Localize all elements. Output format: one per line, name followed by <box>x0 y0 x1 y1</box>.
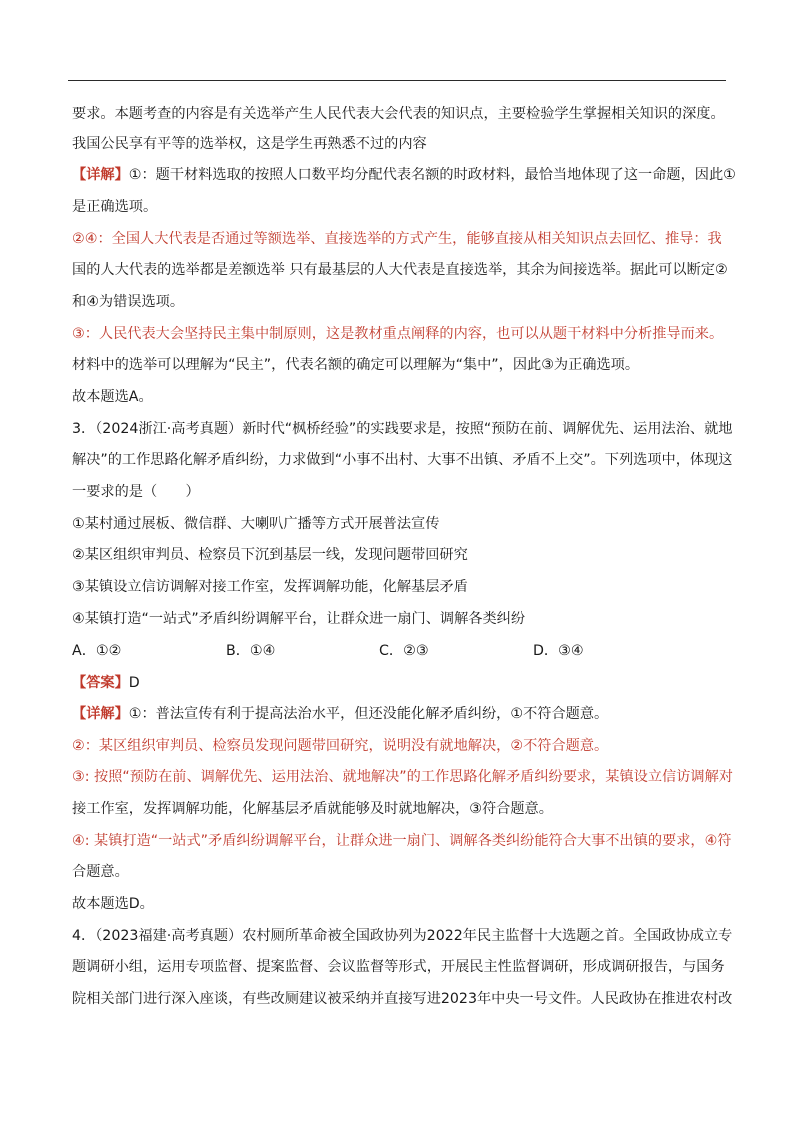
text-line: 材料中的选举可以理解为“民主”，代表名额的确定可以理解为“集中”，因此③为正确选项。 <box>72 357 640 373</box>
text-line: ②④：全国人大代表是否通过等额选举、直接选举的方式产生，能够直接从相关知识点去回忆、推导：我 <box>72 231 722 247</box>
option-d: D．③④ <box>533 643 584 659</box>
text-line: ④: 某镇打造“一站式”矛盾纠纷调解平台，让群众进一扇门、调解各类纠纷能符合大事不出镇的要求，④符 <box>72 833 732 849</box>
text-line: 故本题选A。 <box>72 389 153 405</box>
answer-line <box>72 673 726 693</box>
text-line: 接工作室，发挥调解功能，化解基层矛盾就能够及时就地解决，③符合题意。 <box>72 801 553 817</box>
question-4-stem: 院相关部门进行深入座谈，有些改厕建议被采纳并直接写进2023年中央一号文件。人民政协在推进农村改 <box>72 991 733 1007</box>
text-line: 故本题选D。 <box>72 896 154 912</box>
text-line: ①：普法宣传有利于提高法治水平，但还没能化解矛盾纠纷，①不符合题意。 <box>128 706 609 722</box>
text-line: ③: 按照“预防在前、调解优先、运用法治、就地解决”的工作思路化解矛盾纠纷要求，某镇设立信访调解对 <box>72 769 733 785</box>
text-line: 国的人大代表的选举都是差额选举 只有最基层的人大代表是直接选举，其余为间接选举。据此可以断定② <box>72 262 728 278</box>
text-line: 是正确选项。 <box>72 199 158 215</box>
text-line: ①：题干材料选取的按照人口数平均分配代表名额的时政材料，最恰当地体现了这一命题，因此① <box>128 167 736 183</box>
text-line <box>72 767 733 787</box>
detail-tag: 【详解】 <box>72 167 129 183</box>
answer-tag: 【答案】 <box>72 675 129 691</box>
text-line: 要求。本题考查的内容是有关选举产生人民代表大会代表的知识点，主要检验学生掌握相关知识的深度。 <box>72 106 725 122</box>
question-4-stem: 题调研小组，运用专项监督、提案监督、会议监督等形式，开展民主性监督调研，形成调研报告，与国务 <box>72 959 725 975</box>
statement-3: ③某镇设立信访调解对接工作室，发挥调解功能，化解基层矛盾 <box>72 579 468 595</box>
statement-4: ④某镇打造“一站式”矛盾纠纷调解平台，让群众进一扇门、调解各类纠纷 <box>72 611 526 627</box>
text-line: 合题意。 <box>72 864 129 880</box>
question-3-stem: 解决”的工作思路化解矛盾纠纷，力求做到“小事不出村、大事不出镇、矛盾不上交”。下列选项中，体现这 <box>72 452 733 468</box>
text-line: ③：人民代表大会坚持民主集中制原则，这是教材重点阐释的内容，也可以从题干材料中分析推导而来。 <box>72 326 724 342</box>
question-3-stem: 3．（2024浙江·高考真题）新时代“枫桥经验”的实践要求是，按照“预防在前、调解优先、运用法治、就地 <box>72 421 733 437</box>
question-3-stem: 一要求的是（ ） <box>72 484 200 500</box>
statement-1: ①某村通过展板、微信群、大喇叭广播等方式开展普法宣传 <box>72 516 440 532</box>
answer-value: D <box>128 675 140 691</box>
option-a: A．①② <box>72 643 122 659</box>
detail-line <box>72 165 736 185</box>
option-c: C．②③ <box>379 643 429 659</box>
question-4-stem: 4．（2023福建·高考真题）农村厕所革命被全国政协列为2022年民主监督十大选题之首。全国政协成立专 <box>72 928 733 944</box>
text-line: ②：某区组织审判员、检察员发现问题带回研究，说明没有就地解决，②不符合题意。 <box>72 738 609 754</box>
option-b: B．①④ <box>226 643 276 659</box>
detail-tag: 【详解】 <box>72 706 129 722</box>
text-line: 和④为错误选项。 <box>72 294 185 310</box>
detail-line <box>72 704 726 724</box>
text-line <box>72 831 732 851</box>
statement-2: ②某区组织审判员、检察员下沉到基层一线，发现问题带回研究 <box>72 547 468 563</box>
header-rule <box>68 80 726 81</box>
text-line: 我国公民享有平等的选举权，这是学生再熟悉不过的内容 <box>72 136 427 152</box>
